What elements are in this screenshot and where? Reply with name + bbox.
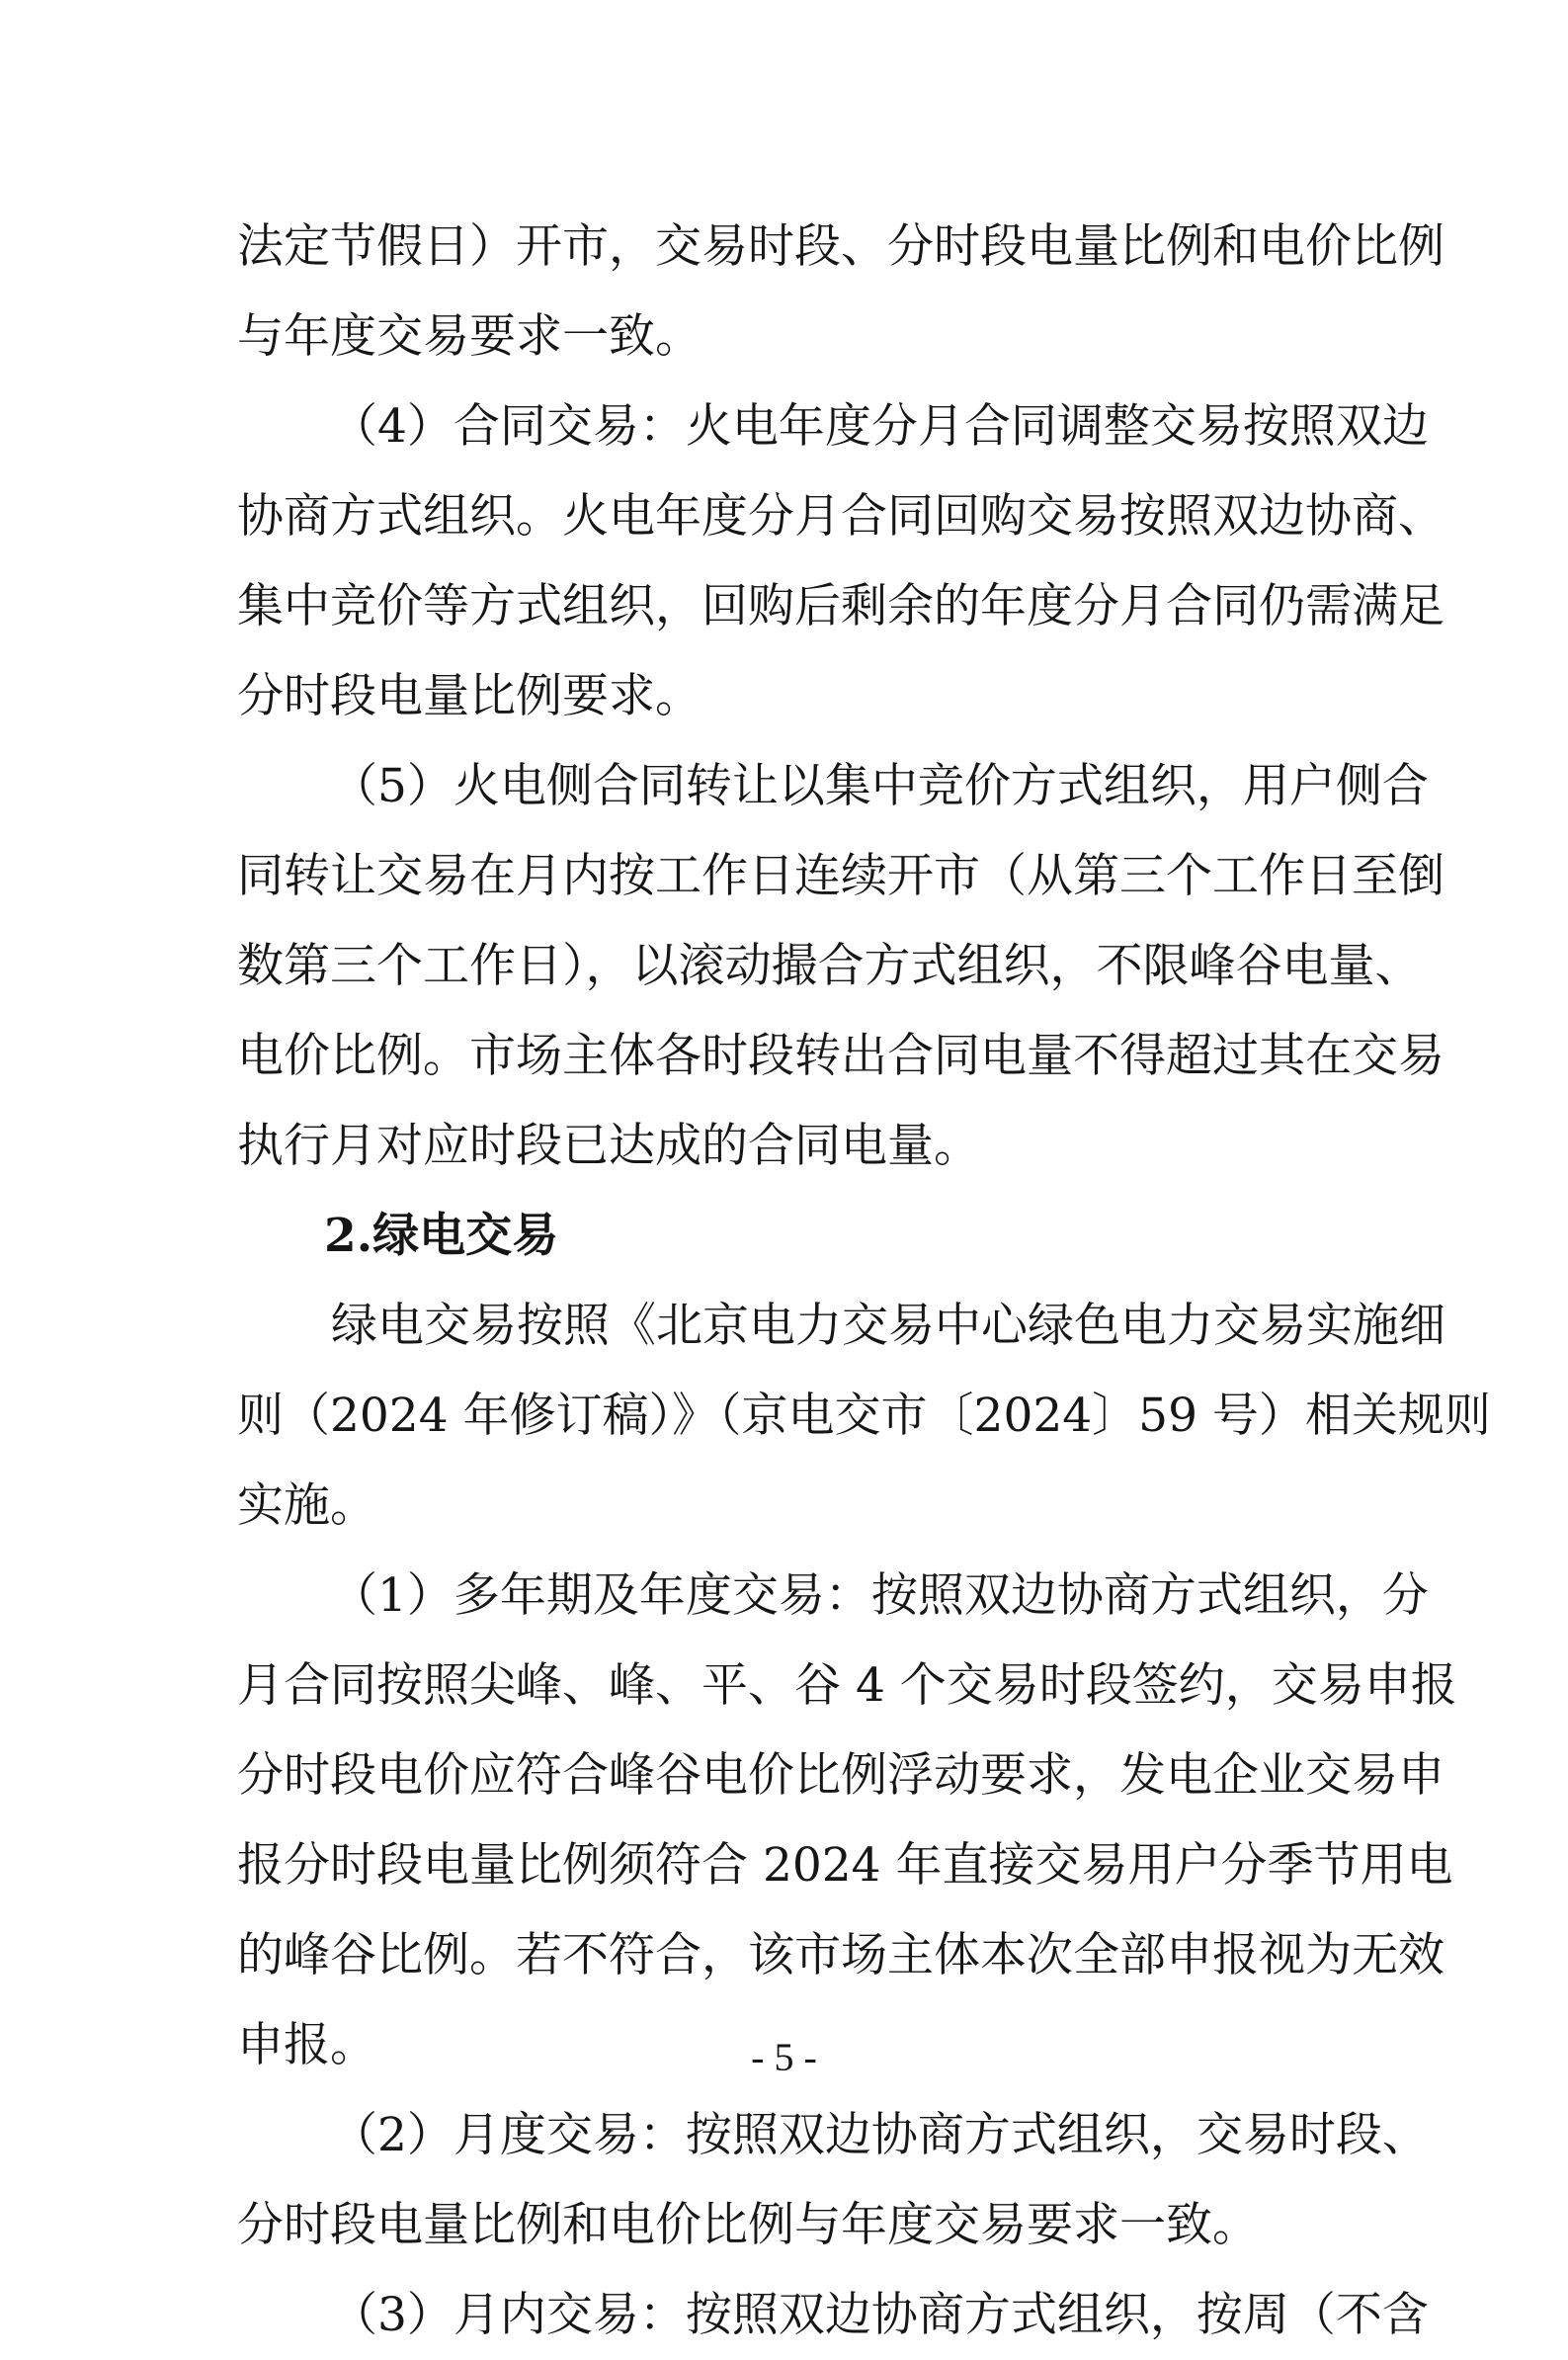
text-line: 协商方式组织。火电年度分月合同回购交易按照双边协商、: [237, 489, 1444, 544]
text-line: 分时段电量比例要求。: [237, 669, 701, 723]
text-line: 集中竞价等方式组织，回购后剩余的年度分月合同仍需满足: [237, 579, 1444, 633]
text-line: 申报。: [237, 2018, 376, 2072]
text-line: 绿电交易按照《北京电力交易中心绿色电力交易实施细: [331, 1299, 1445, 1353]
text-line: 报分时段电量比例须符合 2024 年直接交易用户分季节用电: [237, 1838, 1453, 1893]
section-heading: 2.绿电交易: [324, 1209, 559, 1263]
text-line: 分时段电价应符合峰谷电价比例浮动要求，发电企业交易申: [237, 1748, 1444, 1803]
page-number: - 5 -: [751, 2035, 817, 2079]
text-line: 数第三个工作日），以滚动撮合方式组织，不限峰谷电量、: [237, 939, 1422, 993]
text-line: （1）多年期及年度交易：按照双边协商方式组织，分: [331, 1568, 1429, 1623]
text-line: 月合同按照尖峰、峰、平、谷 4 个交易时段签约，交易申报: [237, 1658, 1457, 1713]
text-line: 法定节假日）开市，交易时段、分时段电量比例和电价比例: [237, 219, 1444, 274]
text-line: 则（2024 年修订稿）》（京电交市〔2024〕59 号）相关规则: [237, 1389, 1491, 1443]
text-line: （3）月内交易：按照双边协商方式组织，按周（不含: [331, 2288, 1429, 2342]
text-line: （5）火电侧合同转让以集中竞价方式组织，用户侧合: [331, 759, 1429, 813]
text-line: （4）合同交易：火电年度分月合同调整交易按照双边: [331, 399, 1429, 454]
text-line: 同转让交易在月内按工作日连续开市（从第三个工作日至倒: [237, 849, 1444, 903]
text-line: 与年度交易要求一致。: [237, 309, 701, 364]
text-line: 分时段电量比例和电价比例与年度交易要求一致。: [237, 2198, 1259, 2252]
text-line: 的峰谷比例。若不符合，该市场主体本次全部申报视为无效: [237, 1928, 1444, 1982]
text-line: 实施。: [237, 1478, 376, 1533]
text-line: 电价比例。市场主体各时段转出合同电量不得超过其在交易: [237, 1029, 1444, 1083]
text-line: （2）月度交易：按照双边协商方式组织，交易时段、: [331, 2108, 1429, 2162]
text-line: 执行月对应时段已达成的合同电量。: [237, 1119, 980, 1173]
